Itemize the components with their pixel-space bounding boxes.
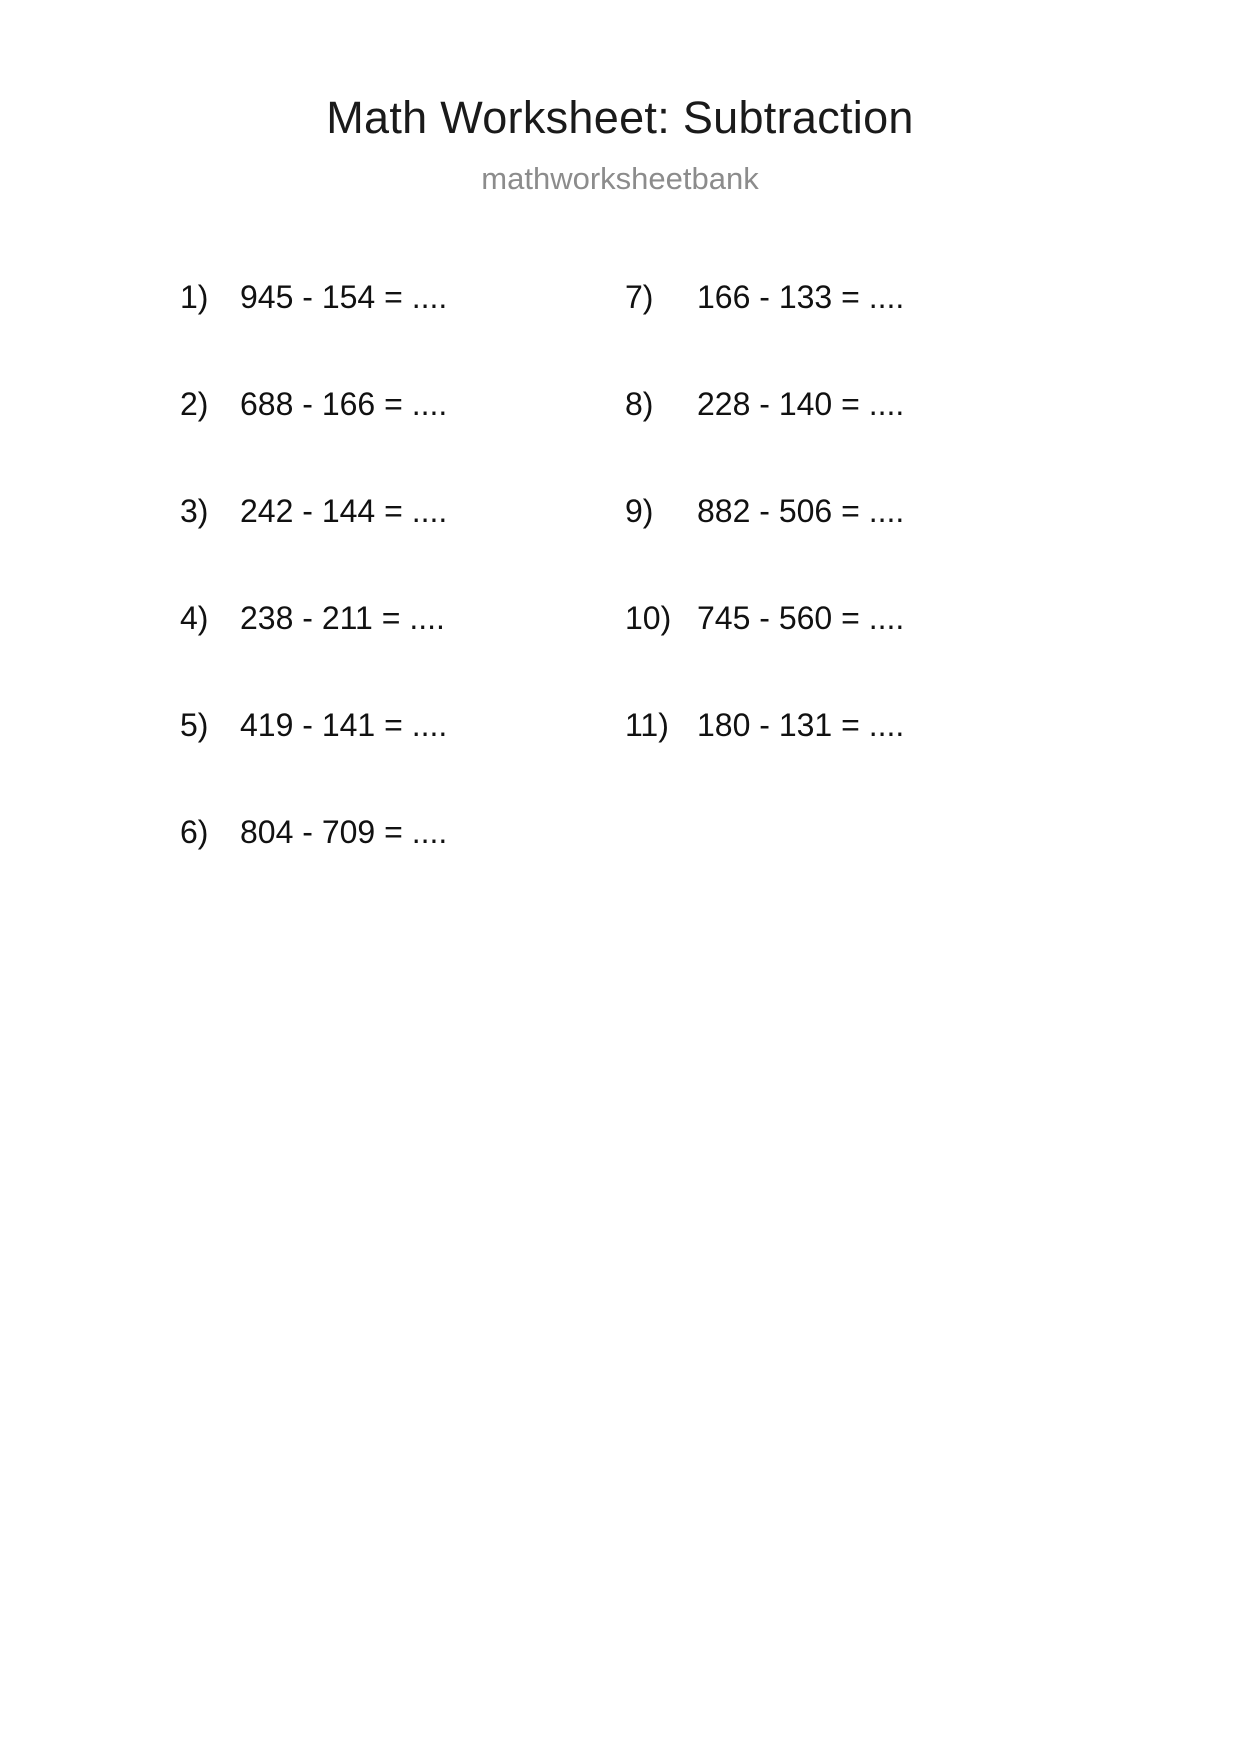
problem-number: 2) — [180, 386, 209, 422]
problem-item — [180, 386, 540, 493]
problem-item — [180, 493, 540, 600]
problem-expression: 180 - 131 = .... — [697, 707, 905, 743]
problem-item — [625, 279, 1025, 386]
problem-item — [625, 493, 1025, 600]
problem-number: 5) — [180, 707, 209, 743]
problem-number: 4) — [180, 600, 209, 636]
problem-item — [625, 386, 1025, 493]
problem-number: 1) — [180, 279, 209, 315]
problem-expression: 238 - 211 = .... — [240, 600, 445, 636]
problem-expression: 745 - 560 = .... — [697, 600, 905, 636]
problem-number: 9) — [625, 493, 654, 529]
problem-number: 8) — [625, 386, 654, 422]
problem-expression: 166 - 133 = .... — [697, 279, 905, 315]
problem-item — [180, 279, 540, 386]
problem-number: 7) — [625, 279, 654, 315]
problem-expression: 242 - 144 = .... — [240, 493, 448, 529]
problem-expression: 419 - 141 = .... — [240, 707, 448, 743]
problem-number: 11) — [625, 707, 669, 743]
problem-expression: 804 - 709 = .... — [240, 814, 448, 850]
problem-expression: 882 - 506 = .... — [697, 493, 905, 529]
problem-columns — [0, 279, 1240, 921]
problem-item — [180, 814, 540, 921]
problem-expression: 688 - 166 = .... — [240, 386, 448, 422]
problem-number: 10) — [625, 600, 672, 636]
problem-item — [625, 600, 1025, 707]
problem-number: 6) — [180, 814, 209, 850]
problem-expression: 228 - 140 = .... — [697, 386, 905, 422]
page-subtitle: mathworksheetbank — [481, 161, 759, 196]
problem-expression: 945 - 154 = .... — [240, 279, 448, 315]
problem-column-right — [625, 279, 1025, 814]
problem-item — [180, 600, 540, 707]
problem-number: 3) — [180, 493, 209, 529]
problem-column-left — [180, 279, 540, 921]
problem-item — [625, 707, 1025, 814]
page-title: Math Worksheet: Subtraction — [326, 92, 914, 143]
problem-item — [180, 707, 540, 814]
